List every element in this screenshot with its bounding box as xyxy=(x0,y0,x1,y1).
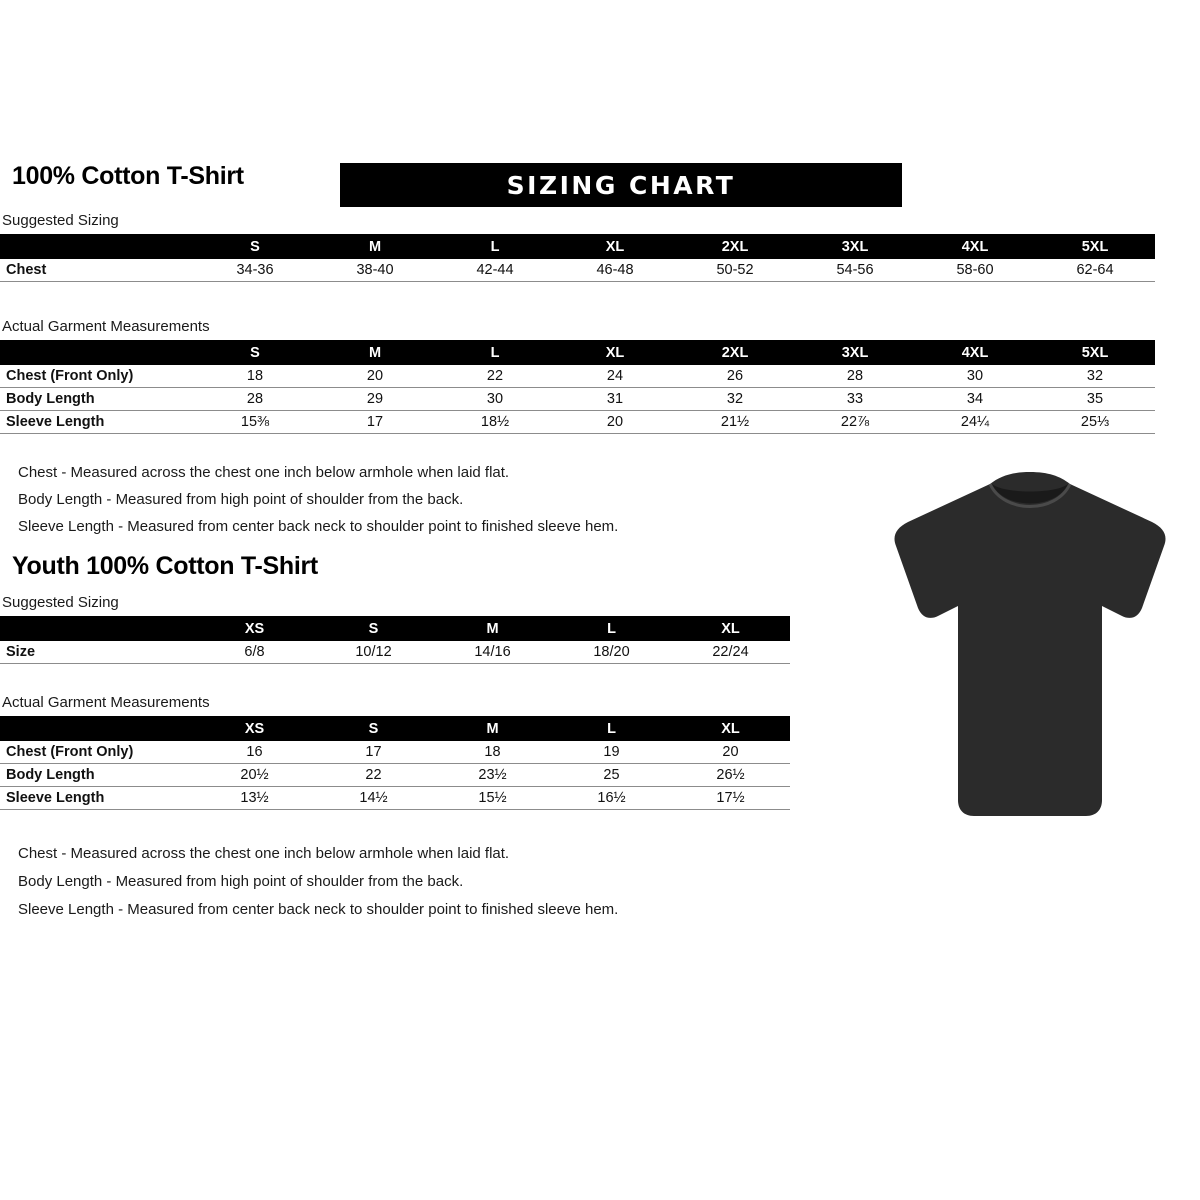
row-label: Body Length xyxy=(0,764,195,787)
cell: 35 xyxy=(1035,388,1155,411)
col-header: XL xyxy=(671,716,790,741)
cell: 21½ xyxy=(675,411,795,434)
col-header: S xyxy=(195,234,315,259)
adult-suggested-sizing-label: Suggested Sizing xyxy=(2,212,119,229)
cell: 25 xyxy=(552,764,671,787)
cell: 42-44 xyxy=(435,259,555,282)
adult-note-sleeve-length: Sleeve Length - Measured from center back neck to shoulder point to finished sleeve hem. xyxy=(18,518,619,535)
col-header: XL xyxy=(671,616,790,641)
col-header: L xyxy=(552,716,671,741)
cell: 28 xyxy=(195,388,315,411)
table-row xyxy=(0,641,790,664)
cell: 33 xyxy=(795,388,915,411)
cell: 29 xyxy=(315,388,435,411)
cell: 32 xyxy=(1035,365,1155,388)
cell: 58-60 xyxy=(915,259,1035,282)
cell: 17 xyxy=(315,411,435,434)
row-label: Chest (Front Only) xyxy=(0,365,195,388)
row-label: Size xyxy=(0,641,195,664)
cell: 18 xyxy=(433,741,552,764)
adult-note-body-length: Body Length - Measured from high point of shoulder from the back. xyxy=(18,491,464,508)
cell: 16½ xyxy=(552,787,671,810)
row-label: Chest xyxy=(0,259,195,282)
table-row xyxy=(0,365,1155,388)
col-header: 5XL xyxy=(1035,234,1155,259)
col-header: 4XL xyxy=(915,234,1035,259)
cell: 46-48 xyxy=(555,259,675,282)
cell: 26 xyxy=(675,365,795,388)
cell: 30 xyxy=(435,388,555,411)
cell: 20 xyxy=(671,741,790,764)
cell: 50-52 xyxy=(675,259,795,282)
cell: 18 xyxy=(195,365,315,388)
col-header: S xyxy=(195,340,315,365)
youth-actual-measurements-label: Actual Garment Measurements xyxy=(2,694,210,711)
cell: 17½ xyxy=(671,787,790,810)
cell: 18/20 xyxy=(552,641,671,664)
youth-actual-measurements-table xyxy=(0,716,790,810)
table-header-row xyxy=(0,234,1155,259)
cell: 23½ xyxy=(433,764,552,787)
cell: 32 xyxy=(675,388,795,411)
row-label: Chest (Front Only) xyxy=(0,741,195,764)
cell: 15⅜ xyxy=(195,411,315,434)
col-header: M xyxy=(315,234,435,259)
row-label: Sleeve Length xyxy=(0,411,195,434)
col-header: S xyxy=(314,716,433,741)
cell: 14/16 xyxy=(433,641,552,664)
cell: 16 xyxy=(195,741,314,764)
cell: 22 xyxy=(314,764,433,787)
cell: 28 xyxy=(795,365,915,388)
cell: 10/12 xyxy=(314,641,433,664)
col-header: 2XL xyxy=(675,234,795,259)
cell: 15½ xyxy=(433,787,552,810)
sizing-chart-banner-label: SIZING CHART xyxy=(506,170,736,200)
col-header: L xyxy=(552,616,671,641)
adult-note-chest: Chest - Measured across the chest one inch below armhole when laid flat. xyxy=(18,464,510,481)
col-header: M xyxy=(315,340,435,365)
col-header: 4XL xyxy=(915,340,1035,365)
youth-section-title: Youth 100% Cotton T-Shirt xyxy=(12,552,318,580)
table-row xyxy=(0,388,1155,411)
cell: 20 xyxy=(315,365,435,388)
youth-note-sleeve-length: Sleeve Length - Measured from center back neck to shoulder point to finished sleeve hem. xyxy=(18,901,619,918)
col-header xyxy=(0,616,195,641)
col-header: XL xyxy=(555,234,675,259)
sizing-chart-banner xyxy=(340,163,902,207)
cell: 6/8 xyxy=(195,641,314,664)
row-label: Body Length xyxy=(0,388,195,411)
col-header xyxy=(0,234,195,259)
cell: 20½ xyxy=(195,764,314,787)
col-header: XS xyxy=(195,616,314,641)
cell: 34-36 xyxy=(195,259,315,282)
cell: 22/24 xyxy=(671,641,790,664)
cell: 24 xyxy=(555,365,675,388)
table-header-row xyxy=(0,340,1155,365)
tshirt-illustration xyxy=(880,470,1180,820)
col-header: L xyxy=(435,234,555,259)
table-header-row xyxy=(0,716,790,741)
col-header: 5XL xyxy=(1035,340,1155,365)
adult-section-title: 100% Cotton T-Shirt xyxy=(12,162,244,190)
col-header: 3XL xyxy=(795,234,915,259)
cell: 62-64 xyxy=(1035,259,1155,282)
table-row xyxy=(0,764,790,787)
cell: 22⅞ xyxy=(795,411,915,434)
cell: 20 xyxy=(555,411,675,434)
cell: 14½ xyxy=(314,787,433,810)
youth-suggested-sizing-label: Suggested Sizing xyxy=(2,594,119,611)
cell: 30 xyxy=(915,365,1035,388)
cell: 24¼ xyxy=(915,411,1035,434)
adult-actual-measurements-table xyxy=(0,340,1155,434)
col-header: XS xyxy=(195,716,314,741)
row-label: Sleeve Length xyxy=(0,787,195,810)
cell: 34 xyxy=(915,388,1035,411)
cell: 22 xyxy=(435,365,555,388)
table-row xyxy=(0,411,1155,434)
col-header: 3XL xyxy=(795,340,915,365)
cell: 54-56 xyxy=(795,259,915,282)
youth-note-chest: Chest - Measured across the chest one inch below armhole when laid flat. xyxy=(18,845,510,862)
cell: 17 xyxy=(314,741,433,764)
col-header: 2XL xyxy=(675,340,795,365)
col-header xyxy=(0,716,195,741)
youth-suggested-sizing-table xyxy=(0,616,790,664)
table-header-row xyxy=(0,616,790,641)
table-row xyxy=(0,741,790,764)
cell: 13½ xyxy=(195,787,314,810)
col-header xyxy=(0,340,195,365)
col-header: M xyxy=(433,716,552,741)
cell: 38-40 xyxy=(315,259,435,282)
cell: 25⅓ xyxy=(1035,411,1155,434)
cell: 18½ xyxy=(435,411,555,434)
col-header: S xyxy=(314,616,433,641)
adult-actual-measurements-label: Actual Garment Measurements xyxy=(2,318,210,335)
youth-note-body-length: Body Length - Measured from high point of shoulder from the back. xyxy=(18,873,464,890)
col-header: M xyxy=(433,616,552,641)
cell: 31 xyxy=(555,388,675,411)
col-header: L xyxy=(435,340,555,365)
table-row xyxy=(0,787,790,810)
table-row xyxy=(0,259,1155,282)
col-header: XL xyxy=(555,340,675,365)
cell: 19 xyxy=(552,741,671,764)
cell: 26½ xyxy=(671,764,790,787)
adult-suggested-sizing-table xyxy=(0,234,1155,282)
